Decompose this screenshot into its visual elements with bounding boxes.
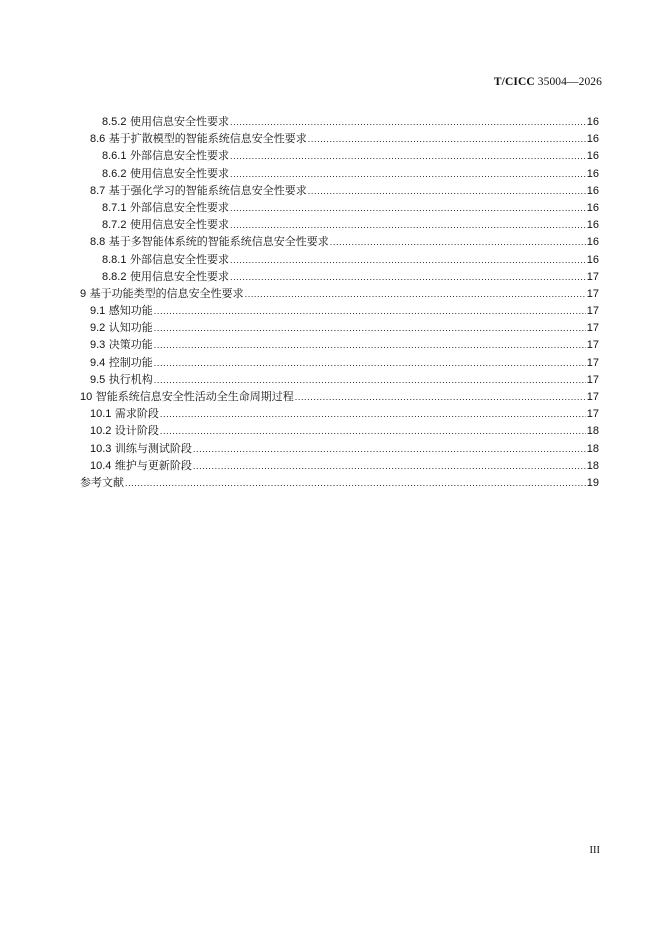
toc-entry[interactable] (80, 405, 599, 422)
toc-entry-number: 9.3 (90, 339, 106, 352)
toc-entry-number: 10 (80, 391, 93, 403)
toc-entry-number: 9.1 (90, 305, 106, 318)
toc-entry-text: 外部信息安全性要求 (129, 200, 229, 214)
toc-entry-number: 9.5 (90, 373, 106, 386)
toc-entry-title (80, 285, 244, 301)
toc-entry-text: 基于多智能体系统的智能系统信息安全性要求 (108, 235, 329, 249)
toc-entry-page: 16 (586, 133, 599, 146)
toc-entry-title (90, 354, 153, 370)
toc-entry[interactable] (80, 165, 599, 182)
toc-entry-title (102, 113, 229, 129)
toc-entry[interactable] (80, 285, 599, 302)
toc-entry-number: 10.4 (90, 459, 112, 472)
toc-entry-number: 9.4 (90, 356, 106, 369)
toc-entry-title (90, 457, 192, 473)
toc-entry-number: 8.8.1 (102, 253, 127, 266)
toc-entry-page: 16 (586, 219, 599, 232)
toc-entry-text: 维护与更新阶段 (114, 458, 192, 472)
toc-entry-title (102, 199, 229, 215)
toc-entry-text: 控制功能 (108, 355, 153, 369)
dot-leader (308, 186, 586, 196)
toc-entry-title (90, 130, 307, 146)
dot-leader (125, 478, 586, 488)
toc-entry-page: 16 (586, 167, 599, 180)
dot-leader (193, 461, 586, 471)
dot-leader (308, 134, 586, 144)
toc-entry-page: 17 (586, 356, 599, 369)
toc-entry-title (90, 405, 159, 421)
toc-entry-title (90, 319, 153, 335)
toc-entry-title (90, 182, 307, 198)
toc-entry-number: 8.8 (90, 236, 106, 249)
toc-entry[interactable] (80, 388, 599, 405)
table-of-contents (80, 113, 599, 491)
toc-entry-text: 训练与测试阶段 (114, 441, 192, 455)
toc-entry-text: 外部信息安全性要求 (129, 149, 229, 163)
toc-entry-page: 18 (586, 425, 599, 438)
toc-entry-number: 10.2 (90, 425, 112, 438)
toc-entry-page: 18 (586, 442, 599, 455)
toc-entry[interactable] (80, 302, 599, 319)
toc-entry-text: 感知功能 (108, 304, 153, 318)
toc-entry[interactable] (80, 216, 599, 233)
toc-entry[interactable] (80, 371, 599, 388)
toc-entry-title (90, 422, 159, 438)
toc-entry-text: 使用信息安全性要求 (129, 218, 229, 232)
dot-leader (154, 375, 586, 385)
toc-entry-title (90, 440, 192, 456)
toc-entry[interactable] (80, 147, 599, 164)
toc-entry-number: 8.7.1 (102, 201, 127, 214)
toc-entry-title (90, 371, 153, 387)
toc-entry-title (80, 474, 124, 490)
toc-entry-number: 8.6.1 (102, 150, 127, 163)
dot-leader (154, 340, 586, 350)
toc-entry-page: 16 (586, 236, 599, 249)
toc-entry[interactable] (80, 457, 599, 474)
toc-entry-text: 参考文献 (80, 475, 124, 489)
toc-entry-page: 18 (586, 459, 599, 472)
dot-leader (230, 117, 586, 127)
toc-entry-text: 基于扩散模型的智能系统信息安全性要求 (108, 132, 307, 146)
toc-entry-number: 8.6 (90, 133, 106, 146)
dot-leader (154, 358, 586, 368)
toc-entry-text: 外部信息安全性要求 (129, 252, 229, 266)
dot-leader (230, 272, 586, 282)
dot-leader (160, 426, 586, 436)
dot-leader (160, 409, 586, 419)
dot-leader (154, 323, 586, 333)
toc-entry-text: 执行机构 (108, 372, 153, 386)
toc-entry[interactable] (80, 440, 599, 457)
toc-entry[interactable] (80, 319, 599, 336)
toc-entry-title (102, 165, 229, 181)
toc-entry[interactable] (80, 474, 599, 491)
dot-leader (230, 203, 586, 213)
toc-entry-text: 需求阶段 (114, 407, 159, 421)
toc-entry-page: 16 (586, 184, 599, 197)
dot-leader (295, 392, 586, 402)
toc-entry-title (90, 302, 153, 318)
toc-entry-number: 8.7.2 (102, 219, 127, 232)
toc-entry-page: 17 (586, 408, 599, 421)
toc-entry-text: 使用信息安全性要求 (129, 269, 229, 283)
toc-entry-page: 17 (586, 391, 599, 403)
dot-leader (154, 306, 586, 316)
toc-entry-number: 8.7 (90, 184, 106, 197)
toc-entry-page: 16 (586, 253, 599, 266)
toc-entry[interactable] (80, 336, 599, 353)
toc-entry-title (80, 388, 294, 404)
toc-entry-text: 认知功能 (108, 321, 153, 335)
toc-entry[interactable] (80, 268, 599, 285)
toc-entry-page: 17 (586, 270, 599, 283)
toc-entry[interactable] (80, 130, 599, 147)
toc-entry-text: 基于强化学习的智能系统信息安全性要求 (108, 183, 307, 197)
toc-entry[interactable] (80, 182, 599, 199)
toc-entry[interactable] (80, 233, 599, 250)
toc-entry-page: 16 (586, 116, 599, 128)
toc-entry-page: 17 (586, 305, 599, 318)
toc-entry-text: 使用信息安全性要求 (129, 115, 229, 128)
toc-entry-number: 9.2 (90, 322, 106, 335)
toc-entry-text: 设计阶段 (114, 424, 159, 438)
toc-entry-page: 17 (586, 287, 599, 300)
page-number: III (589, 845, 600, 856)
dot-leader (230, 255, 586, 265)
toc-entry[interactable] (80, 354, 599, 371)
toc-entry-page: 17 (586, 373, 599, 386)
toc-entry-number: 8.5.2 (102, 116, 127, 128)
toc-entry[interactable] (80, 199, 599, 216)
toc-entry-number: 8.6.2 (102, 167, 127, 180)
toc-entry-title (102, 251, 229, 267)
standard-number: 35004—2026 (534, 76, 602, 88)
dot-leader (230, 151, 586, 161)
toc-entry-number: 10.1 (90, 408, 112, 421)
toc-entry[interactable] (80, 422, 599, 439)
toc-entry-page: 19 (586, 476, 599, 489)
toc-entry-text: 基于功能类型的信息安全性要求 (89, 286, 244, 300)
toc-entry[interactable] (80, 251, 599, 268)
toc-entry-number: 9 (80, 287, 87, 300)
toc-entry-title (90, 233, 329, 249)
toc-entry-text: 决策功能 (108, 338, 153, 352)
toc-entry-page: 17 (586, 339, 599, 352)
toc-entry-page: 17 (586, 322, 599, 335)
dot-leader (193, 444, 586, 454)
toc-entry-title (90, 336, 153, 352)
toc-entry[interactable] (80, 113, 599, 130)
standard-code-header (494, 76, 602, 88)
toc-entry-number: 10.3 (90, 442, 112, 455)
dot-leader (230, 220, 586, 230)
toc-entry-title (102, 147, 229, 163)
toc-entry-text: 使用信息安全性要求 (129, 166, 229, 180)
dot-leader (230, 169, 586, 179)
toc-entry-number: 8.8.2 (102, 270, 127, 283)
toc-entry-page: 16 (586, 150, 599, 163)
toc-entry-title (102, 216, 229, 232)
toc-entry-title (102, 268, 229, 284)
standard-prefix: T/CICC (493, 76, 535, 88)
toc-entry-text: 智能系统信息安全性活动全生命周期过程 (95, 390, 294, 403)
toc-entry-page: 16 (586, 201, 599, 214)
dot-leader (330, 237, 586, 247)
dot-leader (245, 289, 586, 299)
